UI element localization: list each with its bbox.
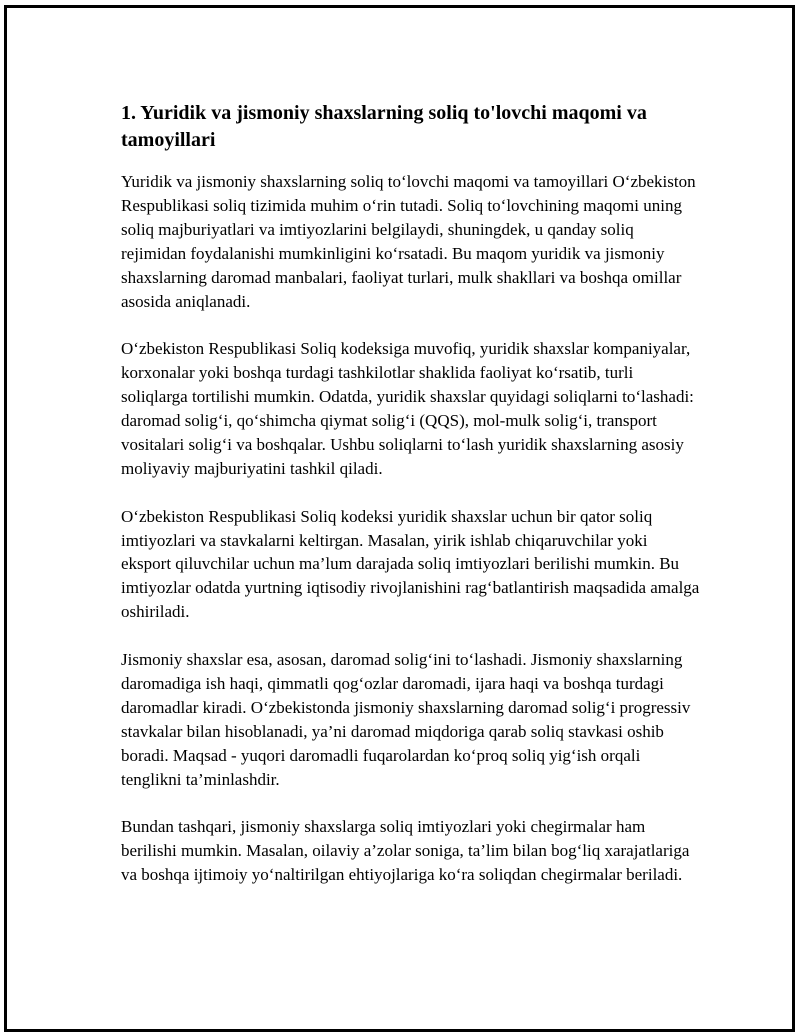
paragraph-3: O‘zbekiston Respublikasi Soliq kodeksi yuridik shaxslar uchun bir qator soliq imtiyozlari va stavkalarni keltirgan. Masalan, yirik ishlab chiqaruvchilar yoki eksport qiluvchilar uchun ma’lum darajada soliq imtiyozlari berilishi mumkin. Bu imtiyozlar odatda yurtning iqtisodiy rivojlanishini rag‘batlantirish maqsadida amalga oshiriladi. bbox=[121, 506, 700, 622]
paragraph-4: Jismoniy shaxslar esa, asosan, daromad solig‘ini to‘lashadi. Jismoniy shaxslarning daromadiga ish haqi, qimmatli qog‘ozlar daromadi, ijara haqi va boshqa turdagi daromadlar kiradi. O‘zbekistonda jismoniy shaxslarning daromad solig‘i progressiv stavkalar bilan hisoblanadi, ya’ni daromad miqdoriga qarab soliq stavkasi oshib boradi. Maqsad - yuqori daromadli fuqarolardan ko‘proq soliq yig‘ish orqali tenglikni ta’minlashdir. bbox=[121, 650, 691, 789]
paragraph-2: O‘zbekiston Respublikasi Soliq kodeksiga muvofiq, yuridik shaxslar kompaniyalar, korxonalar yoki boshqa turdagi tashkilotlar shaklida faoliyat ko‘rsatib, turli soliqlarga tortilishi mumkin. Odatda, yuridik shaxslar quyidagi soliqlarni to‘lashadi: daromad solig‘i, qo‘shimcha qiymat solig‘i (QQS), mol-mulk solig‘i, transport vositalari solig‘i va boshqalar. Ushbu soliqlarni to‘lash yuridik shaxslarning asosiy moliyaviy majburiyatini tashkil qiladi. bbox=[121, 339, 694, 478]
paragraph-5: Bundan tashqari, jismoniy shaxslarga soliq imtiyozlari yoki chegirmalar ham berilishi mumkin. Masalan, oilaviy a’zolar soniga, ta’lim bilan bog‘liq xarajatlariga va boshqa ijtimoiy yo‘naltirilgan ehtiyojlariga ko‘ra soliqdan chegirmalar beriladi. bbox=[121, 817, 690, 885]
paragraph-1: Yuridik va jismoniy shaxslarning soliq to‘lovchi maqomi va tamoyillari O‘zbekiston Respublikasi soliq tizimida muhim o‘rin tutadi. Soliq to‘lovchining maqomi uning soliq majburiyatlari va imtiyozlarini belgilaydi, shuningdek, u qanday soliq rejimidan foydalanishi mumkinligini ko‘rsatadi. Bu maqom yuridik va jismoniy shaxslarning daromad manbalari, faoliyat turlari, mulk shakllari va boshqa omillar asosida aniqlanadi. bbox=[121, 172, 696, 311]
document-body bbox=[121, 100, 701, 911]
section-heading: 1. Yuridik va jismoniy shaxslarning soliq to'lovchi maqomi va tamoyillari bbox=[121, 102, 647, 151]
page-frame bbox=[4, 5, 795, 1032]
